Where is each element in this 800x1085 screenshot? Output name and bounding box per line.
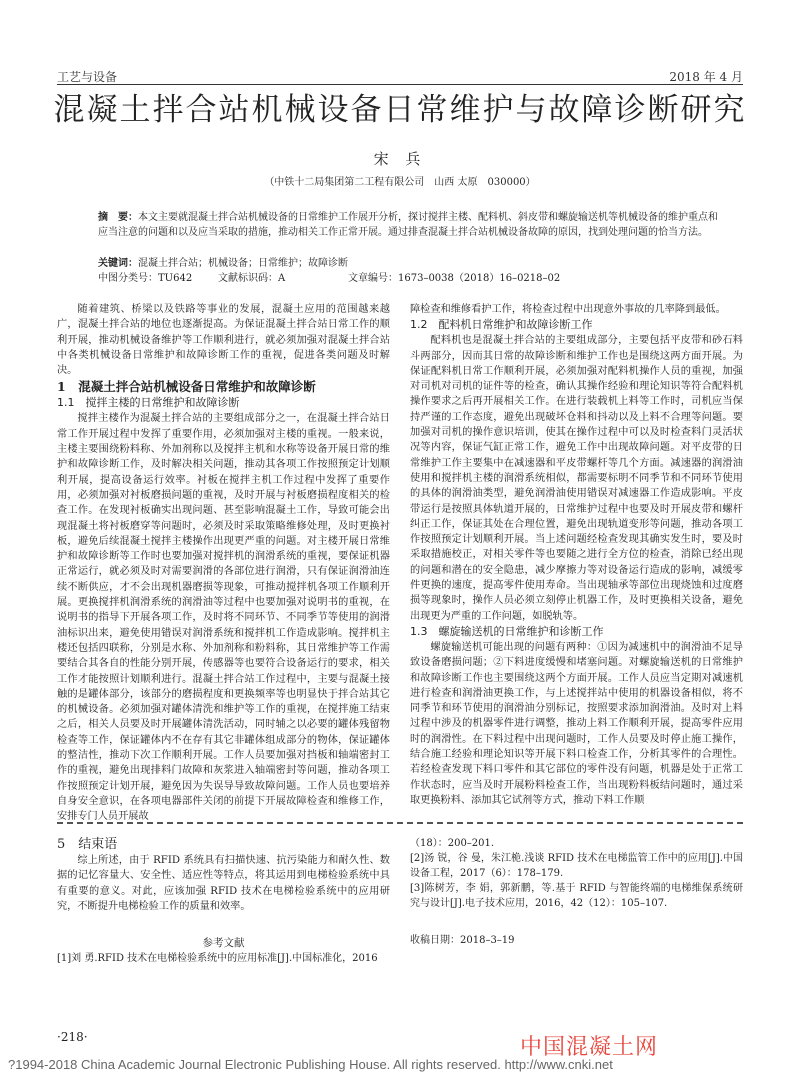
intro-paragraph: 随着建筑、桥梁以及铁路等事业的发展，混凝土应用的范围越来越广，混凝土拌合站的地位也逐渐提高。为保证混凝土拌合站日常工作的顺利开展，推动机械设备维护等工作顺利进行，就必须加强对混凝土拌合站中各类机械设备日常维护和故障诊断工作的重视，促进各类问题及时解决。 xyxy=(57,304,390,377)
section-1-1-heading: 1.1 搅拌主楼的日常维护和故障诊断 xyxy=(57,396,240,410)
received-date: 收稿日期：2018–3–19 xyxy=(410,935,515,946)
left-column xyxy=(57,302,390,825)
author: 宋 兵 xyxy=(373,150,427,168)
issue-date: 2018 年 4 月 xyxy=(669,70,743,84)
reference-1: [1]刘 勇.RFID 技术在电梯检验系统中的应用标准[J].中国标准化，2016 xyxy=(57,953,378,965)
watermark-text: 中国混凝土网 xyxy=(520,1035,659,1060)
clc-label: 中图分类号： xyxy=(98,273,158,284)
copyright-line: ?1994-2018 China Academic Journal Electronic Publishing House. All rights reserved. http://www.cnki.net xyxy=(8,1057,613,1072)
conclusion-column xyxy=(57,836,390,966)
reference-3: [3]陈树芳，李 娟，郭新鹏，等.基于 RFID 与智能终端的电梯维保系统研究与设计[J].电子技术应用，2016，42（12）：105–107. xyxy=(410,883,743,909)
paper-title: 混凝土拌合站机械设备日常维护与故障诊断研究 xyxy=(53,92,747,128)
section-1-1-paragraph: 搅拌主楼作为混凝土拌合站的主要组成部分之一，在混凝土拌合站日常工作开展过程中发挥了重要作用，必须加强对主楼的重视。一般来说，主楼主要围绕粉料称、外加剂称以及搅拌主机和水称等设备开展日常的维护和故障诊断工作，及时解决相关问题，推动其各项工作按照预定计划顺利开展，提高设备运行效率。衬板在搅拌主机工作过程中发挥了重要作用，必须加强对衬板磨损问题的重视，及时开展与衬板磨损程度相关的检查工作。在发现衬板确实出现问题、甚至影响混凝土工作，导致可能会出现混凝土将衬板磨穿等问题时，必须及时采取策略维修处理，及时更换衬板，避免后续混凝土搅拌主楼操作出现更严重的问题。对主楼开展日常维护和故障诊断等工作时也要加强对搅拌机的润滑系统的重视，要保证机器正常运行，就必须及时对需要润滑的各部位进行润滑，只有保证润滑油连续不断供应，才不会出现机器磨损等现象，可推动搅拌机各项工作顺利开展。更换搅拌机润滑系统的润滑油等过程中也要加强对说明书的重视，在说明书的指导下开展各项工作，及时将不同环节、不同季节等使用的润滑油标识出来，避免使用错误对润滑系统和搅拌机工作造成影响。搅拌机主楼还包括四联称，分别是水称、外加剂称和粉料称，其日常维护等工作需要结合其各自的性能分别开展，传感器等也要符合设备运行的要求，相关工作才能按照计划顺利进行。混凝土拌合站工作过程中，主要与混凝土接触的是罐体部分，该部分的磨损程度和更换频率等也明显快于拌合站其它的机械设备。必须加强对罐体清洗和维护等工作的重视，在搅拌施工结束之后，相关人员要及时开展罐体清洗活动，同时辅之以必要的罐体残留物检查等工作，保证罐体内不在存有其它非罐体组成部分的物体，保证罐体的整洁性，推动下次工作顺利开展。工作人员要加强对挡板和轴端密封工作的重视，避免出现排料门故障和灰浆进入轴端密封等问题，推动各项工作按照预定计划开展，避免因为失误导导致故障问题。工作人员也要培养自身安全意识，在各项电器部件关闭的前提下开展故障检查和维修工作，安排专门人员开展故 xyxy=(57,413,390,823)
keywords-text: 混凝土拌合站；机械设备；日常维护；故障诊断 xyxy=(138,258,348,269)
reference-1-continued: （18）：200–201. xyxy=(410,838,495,849)
section-1-heading: 1 混凝土拌合站机械设备日常维护和故障诊断 xyxy=(57,379,316,395)
section-1-2-paragraph: 配料机也是混凝土拌合站的主要组成部分，主要包括平皮带和砂石料斗两部分，因而其日常的故障诊断和维护工作也是围绕这两方面开展。为保证配料机日常工作顺利开展，必须加强对配料机操作人员的重视，加强对司机对司机的证件等的检查，确认其操作经验和理论知识等符合配料机操作要求之后再开展相关工作。在进行装载机上料等工作时，司机应当保持严谨的工作态度，避免出现破坏仓料和抖动以及上料不合理等问题。要加强对司机的操作意识培训，使其在操作过程中可以及时检查料门灵活状况等内容，保证气缸正常工作，避免工作中出现故障问题。对平皮带的日常维护工作主要集中在减速器和平皮带螺杆等几个方面。减速器的润滑油使用和搅拌机主楼的润滑系统相似，都需要标明不同季节和不同环节使用的具体的润滑油类型，避免润滑油使用错误对减速器工作造成影响。平皮带运行是按照具体轨道开展的，日常维护过程中也要及时开展皮带和螺杆纠正工作，保证其处在合理位置，避免出现轨道变形等问题，推动各项工作按照预定计划顺利开展。当上述问题经检查发现其确实发生时，要及时采取措施校正，对相关零件等也要随之进行全方位的检查，消除已经出现的问题和潜在的安全隐患，减少摩擦力等对设备运行造成的影响，减缓零件更换的速度，提高零件使用寿命。当出现轴承等部位出现烧蚀和过度磨损等现象时，操作人员必须立刻停止机器工作，及时更换相关设备，避免出现更为严重的工作问题，如脱轨等。 xyxy=(410,335,743,622)
conclusion-paragraph: 综上所述，由于 RFID 系统具有扫描快速、抗污染能力和耐久性、数据的记忆容量大、安全性、适应性等特点，将其运用到电梯检验系统中具有重要的意义。对此，应该加强 RFID 技术在电梯检验系统中的应用研究，不断提升电梯检验工作的质量和效率。 xyxy=(57,855,390,912)
article-number: 文章编号：1673–0038（2018）16–0218–02 xyxy=(348,273,561,284)
affiliation: （中铁十二局集团第二工程有限公司 山西 太原 030000） xyxy=(264,177,536,188)
abstract xyxy=(98,210,720,240)
section-1-2-heading: 1.2 配料机日常维护和故障诊断工作 xyxy=(410,318,593,332)
references-column xyxy=(410,836,743,948)
right-column xyxy=(410,302,743,808)
reference-2: [2]汤 锐，谷 曼，朱江桅.浅谈 RFID 技术在电梯监管工作中的应用[J].中国设备工程，2017（6）：178–179. xyxy=(410,853,743,879)
section-1-3-heading: 1.3 螺旋输送机的日常维护和诊断工作 xyxy=(410,624,604,638)
page-number: ·218· xyxy=(57,1030,88,1044)
section-1-3-paragraph: 螺旋输送机可能出现的问题有两种：①因为减速机中的润滑油不足导致设备磨损问题；②下料进度缓慢和堵塞问题。对螺旋输送机的日常维护和故障诊断工作也主要围绕这两个方面开展。工作人员应当定期对减速机进行检查和润滑油更换工作，与上述搅拌站中使用的机器设备相似，将不同季节和环节使用的润滑油分别标记，按照要求添加润滑油。及时对上料过程中涉及的机器零件进行调整，推动上料工作顺利开展，提高零件应用时的润滑性。在下料过程中出现问题时，工作人员要及时停止施工操作，结合施工经验和理论知识等开展下料口检查工作，分析其零件的合理性。若经检查发现下料口零件和其它部位的零件没有问题，机器是处于正常工作状态时，应当及时开展粉料检查工作，当出现粉料板结问题时，通过采取更换粉料、添加其它试剂等方式，推动下料工作顺 xyxy=(410,641,743,806)
abstract-text: 本文主要就混凝土拌合站机械设备的日常维护工作展开分析，探讨搅拌主楼、配料机、斜皮带和螺旋输送机等机械设备的维护重点和应当注意的问题和以及应当采取的措施，推动相关工作正常开展。通过排查混凝土拌合站机械设备故障的原因，找到处理问题的恰当方法。 xyxy=(98,212,718,238)
conclusion-heading: 5 结束语 xyxy=(57,837,118,852)
abstract-label: 摘 要： xyxy=(98,212,138,223)
references-title: 参考文献 xyxy=(202,937,245,950)
clc-value: TU642 xyxy=(158,273,193,284)
article-divider xyxy=(57,822,743,824)
journal-name: 工艺与设备 xyxy=(57,70,118,84)
keywords xyxy=(98,256,720,271)
keywords-label: 关键词： xyxy=(98,258,138,269)
continued-paragraph: 障检查和维修看护工作，将检查过程中出现意外事故的几率降到最低。 xyxy=(410,304,726,315)
doc-code: 文献标识码：A xyxy=(218,273,286,284)
classification-row xyxy=(98,271,720,286)
